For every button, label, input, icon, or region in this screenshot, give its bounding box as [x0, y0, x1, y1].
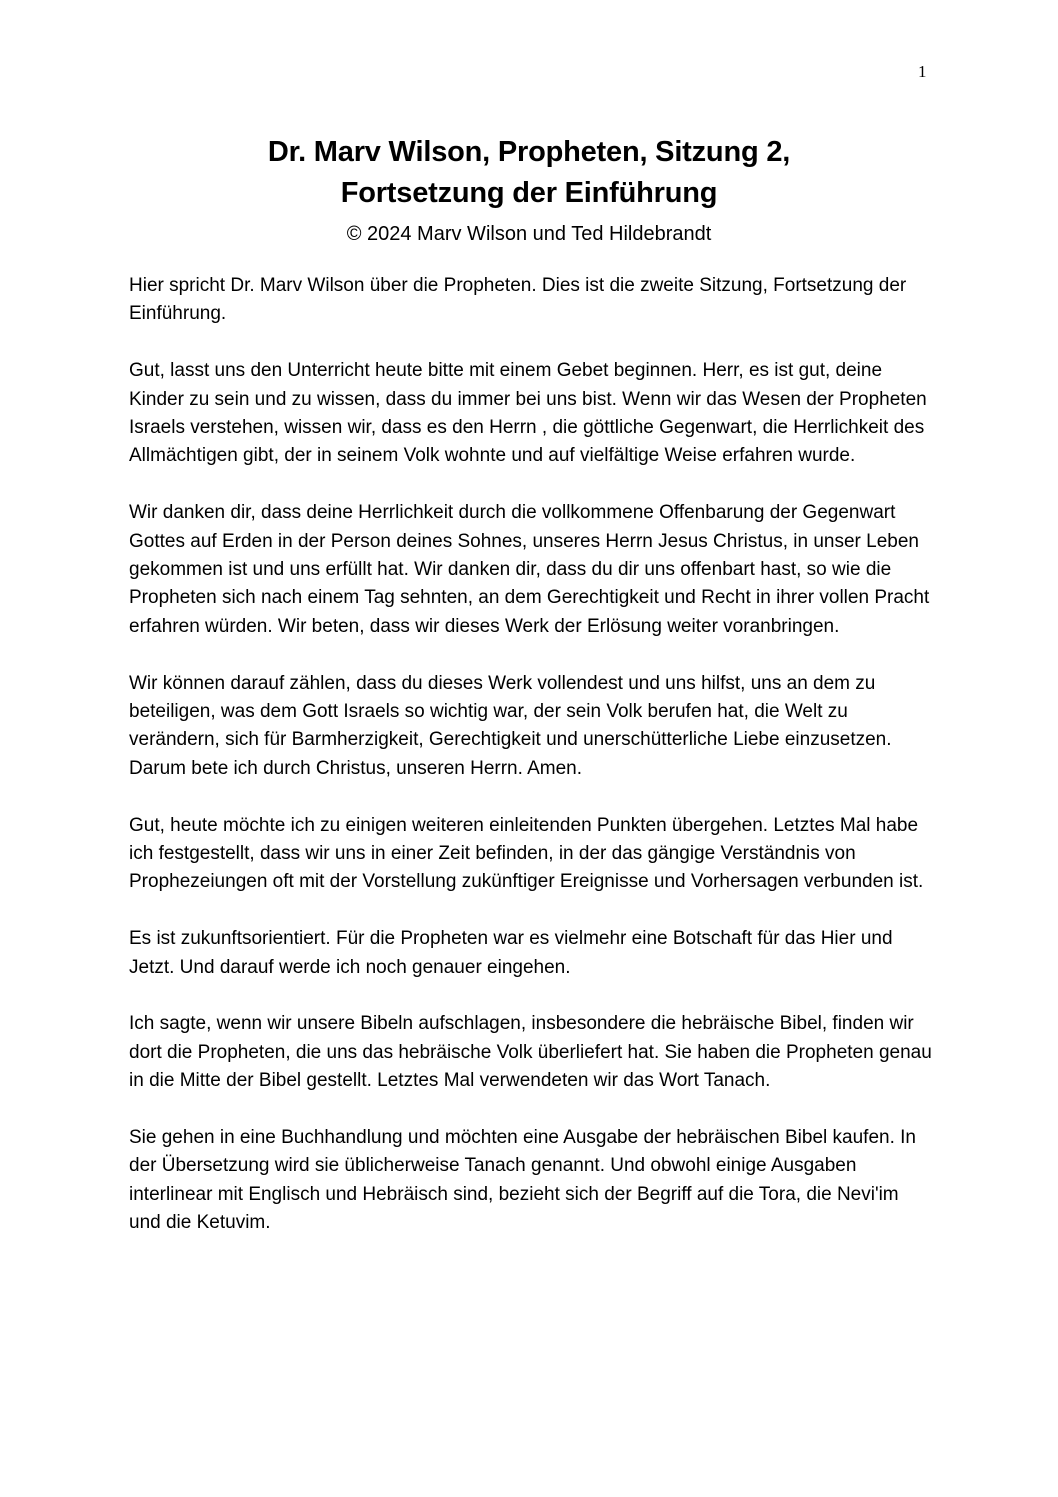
paragraph: Hier spricht Dr. Marv Wilson über die Propheten. Dies ist die zweite Sitzung, Fortsetzung der Einführung.	[129, 275, 907, 325]
page-number: 1	[918, 62, 927, 81]
title-line-2: Fortsetzung der Einführung	[340, 177, 718, 209]
document-title	[129, 132, 929, 214]
paragraph: Wir danken dir, dass deine Herrlichkeit durch die vollkommene Offenbarung der Gegenwart Gottes auf Erden in der Person deines Sohnes, unseres Herrn Jesus Christus, in unser Leben gekommen ist und uns erfüllt hat. Wir danken dir, dass du dir uns offenbart hast, so wie die Propheten sich nach einem Tag sehnten, an dem Gerechtigkeit und Recht in ihrer vollen Pracht erfahren würden. Wir beten, dass wir dieses Werk der Erlösung weiter voranbringen.	[129, 502, 930, 637]
paragraph: Gut, heute möchte ich zu einigen weiteren einleitenden Punkten übergehen. Letztes Mal habe ich festgestellt, dass wir uns in einer Zeit befinden, in der das gängige Verständnis von Prophezeiungen oft mit der Vorstellung zukünftiger Ereignisse und Vorhersagen verbunden ist.	[129, 814, 924, 893]
title-line-1: Dr. Marv Wilson, Propheten, Sitzung 2,	[267, 136, 791, 168]
paragraph: Wir können darauf zählen, dass du dieses Werk vollendest und uns hilfst, uns an dem zu beteiligen, was dem Gott Israels so wichtig war, der sein Volk berufen hat, die Welt zu verändern, sich für Barmherzigkeit, Gerechtigkeit und unerschütterliche Liebe einzusetzen. Darum bete ich durch Christus, unseren Herrn. Amen.	[129, 672, 892, 779]
copyright-notice: © 2024 Marv Wilson und Ted Hildebrandt	[346, 223, 712, 245]
paragraph: Sie gehen in eine Buchhandlung und möchten eine Ausgabe der hebräischen Bibel kaufen. In der Übersetzung wird sie üblicherweise Tanach genannt. Und obwohl einige Ausgaben interlinear mit Englisch und Hebräisch sind, bezieht sich der Begriff auf die Tora, die Nevi'im und die Ketuvim.	[129, 1127, 916, 1234]
paragraph: Ich sagte, wenn wir unsere Bibeln aufschlagen, insbesondere die hebräische Bibel, finden wir dort die Propheten, die uns das hebräische Volk überliefert hat. Sie haben die Propheten genau in die Mitte der Bibel gestellt. Letztes Mal verwendeten wir das Wort Tanach.	[129, 1013, 932, 1092]
paragraph: Es ist zukunftsorientiert. Für die Propheten war es vielmehr eine Botschaft für das Hier und Jetzt. Und darauf werde ich noch genauer eingehen.	[129, 928, 893, 978]
paragraph: Gut, lasst uns den Unterricht heute bitte mit einem Gebet beginnen. Herr, es ist gut, deine Kinder zu sein und zu wissen, dass du immer bei uns bist. Wenn wir das Wesen der Propheten Israels verstehen, wissen wir, dass es den Herrn , die göttliche Gegenwart, die Herrlichkeit des Allmächtigen gibt, der in seinem Volk wohnte und auf vielfältige Weise erfahren wurde.	[129, 360, 927, 467]
document-body	[129, 272, 934, 1266]
